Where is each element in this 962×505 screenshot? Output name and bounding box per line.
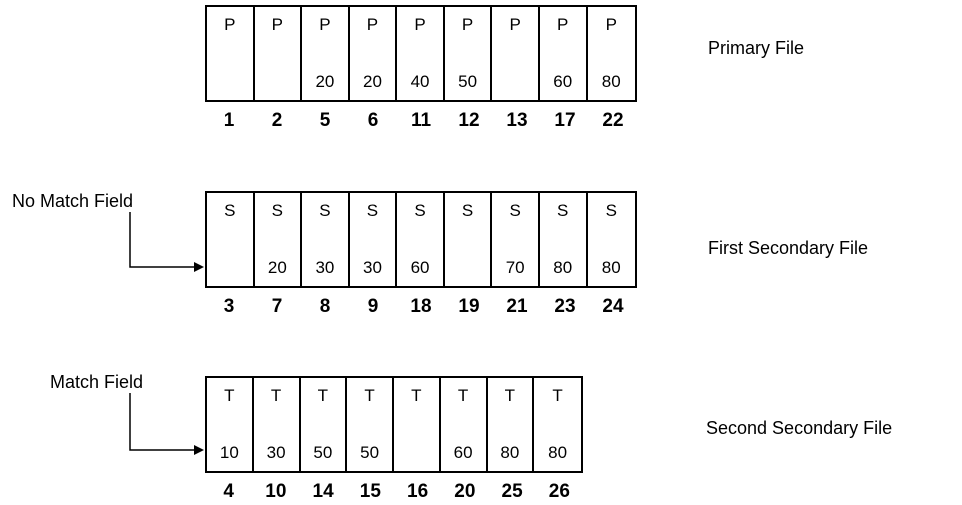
record-number: 5 [319, 110, 331, 131]
record-type: P [509, 15, 521, 34]
record-number: 18 [410, 296, 432, 317]
record-cell [301, 378, 348, 471]
record-number: 16 [407, 481, 429, 502]
record-cell [350, 7, 398, 100]
second-secondary-file-record-numbers [205, 481, 583, 503]
record-type: S [366, 201, 379, 220]
record-value: 50 [360, 443, 380, 462]
record-type: T [504, 386, 516, 405]
record-type: S [414, 201, 426, 220]
record-number: 8 [319, 296, 331, 317]
record-number: 13 [506, 110, 528, 131]
record-number: 25 [501, 481, 523, 502]
record-cell [254, 378, 301, 471]
record-type: P [605, 15, 617, 34]
record-type: S [509, 201, 521, 220]
second-secondary-file-records [205, 376, 583, 473]
record-cell [255, 193, 303, 286]
record-cell [347, 378, 394, 471]
no-match-field-arrow-icon [128, 212, 208, 274]
record-value: 80 [500, 443, 520, 462]
primary-file-records [205, 5, 637, 102]
record-cell [394, 378, 441, 471]
record-number: 11 [410, 110, 432, 131]
record-number: 14 [312, 481, 334, 502]
record-cell [445, 7, 493, 100]
record-cell [397, 193, 445, 286]
record-type: T [317, 386, 329, 405]
record-cell [302, 193, 350, 286]
record-number: 9 [367, 296, 379, 317]
record-type: P [557, 15, 569, 34]
record-type: P [366, 15, 379, 34]
primary-file-label: Primary File [708, 38, 805, 58]
record-type: P [319, 15, 331, 34]
record-number: 21 [506, 296, 528, 317]
record-number: 3 [223, 296, 235, 317]
record-value: 80 [601, 258, 621, 277]
record-number: 7 [271, 296, 283, 317]
record-type: S [605, 201, 617, 220]
record-number: 4 [223, 481, 234, 502]
record-value: 60 [410, 258, 430, 277]
record-type: T [364, 386, 375, 405]
record-number: 22 [602, 110, 624, 131]
no-match-field-label: No Match Field [12, 191, 134, 211]
record-value: 20 [315, 72, 335, 91]
record-type: P [461, 15, 474, 34]
record-type: T [552, 386, 563, 405]
record-number: 24 [602, 296, 624, 317]
record-cell [534, 378, 581, 471]
record-value: 20 [363, 72, 382, 91]
record-value: 30 [266, 443, 286, 462]
first-secondary-file-records [205, 191, 637, 288]
record-cell [207, 193, 255, 286]
record-number: 23 [554, 296, 576, 317]
record-number: 12 [458, 110, 480, 131]
record-number: 15 [359, 481, 381, 502]
record-type: T [224, 386, 235, 405]
record-cell [588, 7, 636, 100]
record-value: 80 [601, 72, 621, 91]
record-type: P [224, 15, 236, 34]
record-cell [397, 7, 445, 100]
record-type: P [414, 15, 426, 34]
first-secondary-file-label: First Secondary File [708, 238, 869, 258]
record-type: P [271, 15, 284, 34]
match-field-arrow-icon [128, 393, 208, 455]
record-type: S [224, 201, 236, 220]
first-secondary-file-record-numbers [205, 296, 637, 318]
record-type: S [271, 201, 284, 220]
record-value: 50 [313, 443, 333, 462]
record-number: 1 [223, 110, 235, 131]
record-type: S [557, 201, 569, 220]
record-number: 17 [554, 110, 576, 131]
match-field-label: Match Field [50, 372, 144, 392]
record-value: 50 [458, 72, 478, 91]
record-number: 6 [367, 110, 379, 131]
record-number: 19 [458, 296, 480, 317]
record-type: T [457, 386, 469, 405]
record-type: S [319, 201, 331, 220]
record-cell [445, 193, 493, 286]
record-cell [441, 378, 488, 471]
record-cell [207, 378, 254, 471]
record-type: T [411, 386, 422, 405]
record-cell [492, 193, 540, 286]
record-cell [540, 7, 588, 100]
record-value: 60 [453, 443, 473, 462]
record-value: 40 [410, 72, 430, 91]
record-cell [588, 193, 636, 286]
record-value: 60 [553, 72, 573, 91]
record-cell [207, 7, 255, 100]
record-number: 26 [548, 481, 570, 502]
record-value: 30 [315, 258, 335, 277]
record-type: S [461, 201, 474, 220]
record-cell [302, 7, 350, 100]
record-value: 20 [267, 258, 287, 277]
record-value: 30 [363, 258, 382, 277]
primary-file-record-numbers [205, 110, 637, 132]
record-number: 2 [271, 110, 283, 131]
record-number: 10 [265, 481, 287, 502]
record-number: 20 [454, 481, 476, 502]
record-cell [540, 193, 588, 286]
record-cell [488, 378, 535, 471]
record-value: 80 [553, 258, 573, 277]
record-value: 80 [548, 443, 568, 462]
record-value: 10 [219, 443, 239, 462]
record-type: T [270, 386, 282, 405]
record-cell [350, 193, 398, 286]
record-cell [255, 7, 303, 100]
record-value: 70 [505, 258, 525, 277]
second-secondary-file-label: Second Secondary File [706, 418, 893, 438]
record-cell [492, 7, 540, 100]
